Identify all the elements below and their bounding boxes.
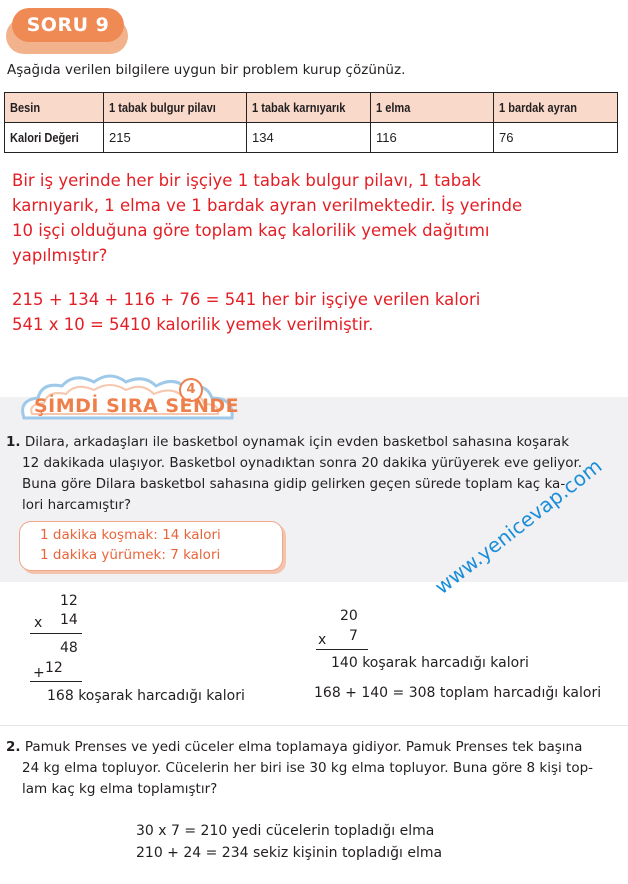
- question-line: lori harcamıştır?: [22, 497, 132, 513]
- question-line: 2. Pamuk Prenses ve yedi cüceler elma toplamaya gidiyor. Pamuk Prenses tek başına: [6, 739, 583, 755]
- calc-right-result: 140 koşarak harcadığı kalori: [331, 655, 529, 671]
- calc-right-top: 20: [340, 608, 358, 624]
- calc-left-plus: +: [33, 665, 45, 681]
- calc-left-partial2: 12: [45, 660, 63, 676]
- question-line: 12 dakikada ulaşıyor. Basketbol oynadıktan sonra 20 dakika yürüyerek eve geliyor.: [22, 455, 583, 471]
- solution-line: 541 x 10 = 5410 kalorilik yemek verilmiştir.: [12, 315, 374, 334]
- question-line: 24 kg elma topluyor. Cücelerin her biri ise 30 kg elma topluyor. Buna göre 8 kişi top-: [22, 760, 594, 776]
- table-cell: 215: [104, 123, 247, 153]
- problem-line: karnıyarık, 1 elma ve 1 bardak ayran verilmektedir. İş yerinde: [12, 196, 523, 215]
- question-line: 1. Dilara, arkadaşları ile basketbol oynamak için evden basketbol sahasına koşarak: [6, 434, 570, 450]
- table-cell: 134: [247, 123, 371, 153]
- table-row: [5, 123, 618, 153]
- calc-left-line: [30, 633, 82, 634]
- question-line: lam kaç kg elma toplamıştır?: [22, 781, 218, 797]
- calc-left-partial1: 48: [60, 640, 78, 656]
- table-cell: 76: [494, 123, 618, 153]
- question-number: 2.: [6, 739, 21, 755]
- calc-left-top: 12: [60, 593, 78, 609]
- calc-left-operator: x: [34, 615, 43, 631]
- problem-line: Bir iş yerinde her bir işçiye 1 tabak bulgur pilavı, 1 tabak: [12, 171, 481, 190]
- calc-left-multiplier: 14: [60, 612, 78, 628]
- instruction-text: Aşağıda verilen bilgilere uygun bir problem kurup çözünüz.: [7, 62, 406, 78]
- calc-right-total: 168 + 140 = 308 toplam harcadığı kalori: [314, 685, 602, 701]
- watermark-text: www.yenicevap.com: [430, 453, 607, 599]
- calc-right-multiplier: 7: [349, 628, 358, 644]
- table-header-cell: 1 tabak bulgur pilavı: [104, 93, 247, 123]
- table-header-cell: 1 bardak ayran: [494, 93, 618, 123]
- question-number: 1.: [6, 434, 21, 450]
- table-header-cell: Besin: [5, 93, 104, 123]
- calc-right-operator: x: [318, 632, 327, 648]
- table-header-cell: 1 tabak karnıyarık: [247, 93, 371, 123]
- table-header-row: [5, 93, 618, 123]
- info-line: 1 dakika koşmak: 14 kalori: [40, 527, 221, 543]
- question-line: Buna göre Dilara basketbol sahasına gidip gelirken geçen sürede toplam kaç ka-: [22, 476, 566, 492]
- calc-left-result: 168 koşarak harcadığı kalori: [47, 688, 245, 704]
- section-number-badge: 4: [179, 378, 203, 402]
- problem-text: [12, 168, 612, 268]
- calc-right-line: [316, 649, 368, 650]
- question-2: [6, 737, 624, 800]
- table-cell: 116: [371, 123, 494, 153]
- section-title: ŞİMDİ SIRA SENDE: [34, 395, 240, 417]
- answer-line: 210 + 24 = 234 sekiz kişinin topladığı elma: [136, 845, 443, 861]
- answer-line: 30 x 7 = 210 yedi cücelerin topladığı elma: [136, 823, 435, 839]
- problem-line: 10 işçi olduğuna göre toplam kaç kalorilik yemek dağıtımı: [12, 221, 490, 240]
- divider: [0, 725, 628, 726]
- problem-solution: [12, 287, 612, 337]
- info-line: 1 dakika yürümek: 7 kalori: [40, 547, 221, 563]
- table-row-label: Kalori Değeri: [5, 123, 104, 153]
- calc-left-line: [30, 681, 82, 682]
- calorie-table: [4, 92, 618, 153]
- problem-line: yapılmıştır?: [12, 246, 108, 265]
- soru-badge: SORU 9: [12, 8, 124, 42]
- solution-line: 215 + 134 + 116 + 76 = 541 her bir işçiye verilen kalori: [12, 290, 481, 309]
- table-header-cell: 1 elma: [371, 93, 494, 123]
